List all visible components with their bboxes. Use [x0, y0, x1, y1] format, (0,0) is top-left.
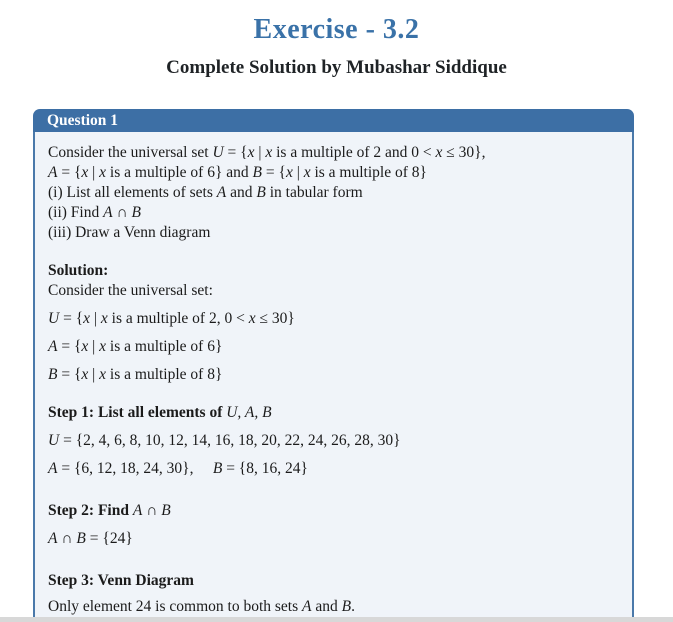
page-title: Exercise - 3.2: [253, 14, 420, 45]
text-segment: U: [48, 310, 60, 327]
step2-heading: [48, 501, 618, 521]
text-segment: and: [226, 184, 257, 201]
text-segment: |: [254, 144, 266, 161]
step2-block: [48, 501, 618, 549]
text-segment: B: [212, 460, 223, 477]
text-segment: = {: [57, 366, 82, 383]
text-segment: A: [48, 530, 58, 547]
text-segment: Consider the universal set: [48, 144, 213, 161]
text-segment: is a multiple of 8}: [310, 164, 427, 181]
text-segment: is a multiple of 2 and 0 <: [272, 144, 436, 161]
text-segment: x: [81, 164, 89, 181]
statement-line: [48, 143, 618, 163]
text-segment: x: [99, 164, 107, 181]
math-line: [48, 459, 618, 479]
text-segment: A: [216, 184, 227, 201]
text-segment: B: [76, 530, 86, 547]
text-segment: = {: [57, 164, 82, 181]
text-segment: = {8, 16, 24}: [222, 460, 308, 477]
text-segment: Only element 24 is common to both sets: [48, 598, 303, 615]
text-segment: = {6, 12, 18, 24, 30},: [57, 460, 213, 477]
document-page: [0, 13, 673, 615]
statement-line: [48, 163, 618, 183]
text-segment: x: [435, 144, 443, 161]
page-subtitle: Complete Solution by Mubashar Siddique: [166, 57, 507, 78]
text-segment: x: [99, 366, 107, 383]
text-segment: A: [302, 598, 312, 615]
text-segment: U, A, B: [226, 404, 272, 421]
step3-block: [48, 571, 618, 617]
text-segment: |: [90, 310, 101, 327]
text-segment: x: [99, 338, 107, 355]
text-segment: = {: [57, 338, 82, 355]
text-segment: Step 1: List all elements of: [48, 404, 227, 421]
text-segment: |: [88, 338, 100, 355]
question-card: [33, 109, 634, 618]
text-segment: .: [351, 598, 355, 615]
text-segment: B: [256, 184, 266, 201]
text-segment: x: [81, 366, 89, 383]
text-segment: = {: [59, 310, 84, 327]
bottom-edge-strip: [0, 617, 673, 622]
text-segment: ≤ 30}: [255, 310, 295, 327]
text-segment: |: [88, 366, 100, 383]
statement-line: [48, 183, 618, 203]
text-segment: x: [303, 164, 311, 181]
text-segment: x: [285, 164, 293, 181]
text-segment: x: [265, 144, 273, 161]
text-segment: is a multiple of 2, 0 <: [107, 310, 249, 327]
text-segment: is a multiple of 6} and: [106, 164, 253, 181]
text-segment: A: [132, 502, 143, 519]
step3-heading: [48, 571, 618, 591]
text-segment: in tabular form: [265, 184, 363, 201]
math-line: [48, 431, 618, 451]
text-segment: U: [212, 144, 224, 161]
text-segment: |: [88, 164, 100, 181]
text-segment: = {: [262, 164, 286, 181]
text-segment: A: [48, 460, 58, 477]
text-segment: (i) List all elements of sets: [48, 184, 217, 201]
text-segment: x: [83, 310, 91, 327]
step3-note: [48, 597, 618, 617]
question-card-body: [33, 132, 634, 618]
solution-intro: [48, 281, 618, 301]
text-segment: Consider the universal set:: [48, 282, 213, 299]
solution-heading: [48, 261, 618, 281]
text-segment: Solution:: [48, 262, 109, 279]
question-statement: [48, 143, 618, 243]
step1-heading: [48, 403, 618, 423]
text-segment: = {: [223, 144, 248, 161]
text-segment: A: [48, 164, 58, 181]
solution-block: [48, 261, 618, 385]
text-segment: B: [252, 164, 263, 181]
text-segment: x: [248, 310, 256, 327]
text-segment: B: [131, 204, 142, 221]
text-segment: ∩: [57, 530, 77, 547]
math-line: [48, 529, 618, 549]
text-segment: is a multiple of 8}: [106, 366, 223, 383]
statement-line: [48, 223, 618, 243]
text-segment: Step 3: Venn Diagram: [48, 572, 194, 589]
text-segment: A: [48, 338, 58, 355]
statement-line: [48, 203, 618, 223]
text-segment: B: [341, 598, 352, 615]
math-line: [48, 337, 618, 357]
text-segment: (ii) Find: [48, 204, 104, 221]
text-segment: (iii) Draw a Venn diagram: [48, 224, 211, 241]
text-segment: ∩: [112, 204, 132, 221]
text-segment: A: [103, 204, 113, 221]
question-header-bar: Question 1: [33, 109, 634, 132]
text-segment: B: [48, 366, 58, 383]
text-segment: = {24}: [85, 530, 133, 547]
text-segment: is a multiple of 6}: [106, 338, 223, 355]
math-line: [48, 365, 618, 385]
text-segment: Step 2: Find: [48, 502, 133, 519]
text-segment: ∩: [142, 502, 162, 519]
text-segment: U: [48, 432, 60, 449]
math-line: [48, 309, 618, 329]
text-segment: x: [247, 144, 255, 161]
text-segment: x: [81, 338, 89, 355]
text-segment: ≤ 30},: [442, 144, 486, 161]
text-segment: |: [292, 164, 304, 181]
text-segment: x: [100, 310, 108, 327]
step1-block: [48, 403, 618, 479]
text-segment: B: [161, 502, 171, 519]
text-segment: and: [311, 598, 342, 615]
text-segment: = {2, 4, 6, 8, 10, 12, 14, 16, 18, 20, 22, 24, 26, 28, 30}: [59, 432, 401, 449]
